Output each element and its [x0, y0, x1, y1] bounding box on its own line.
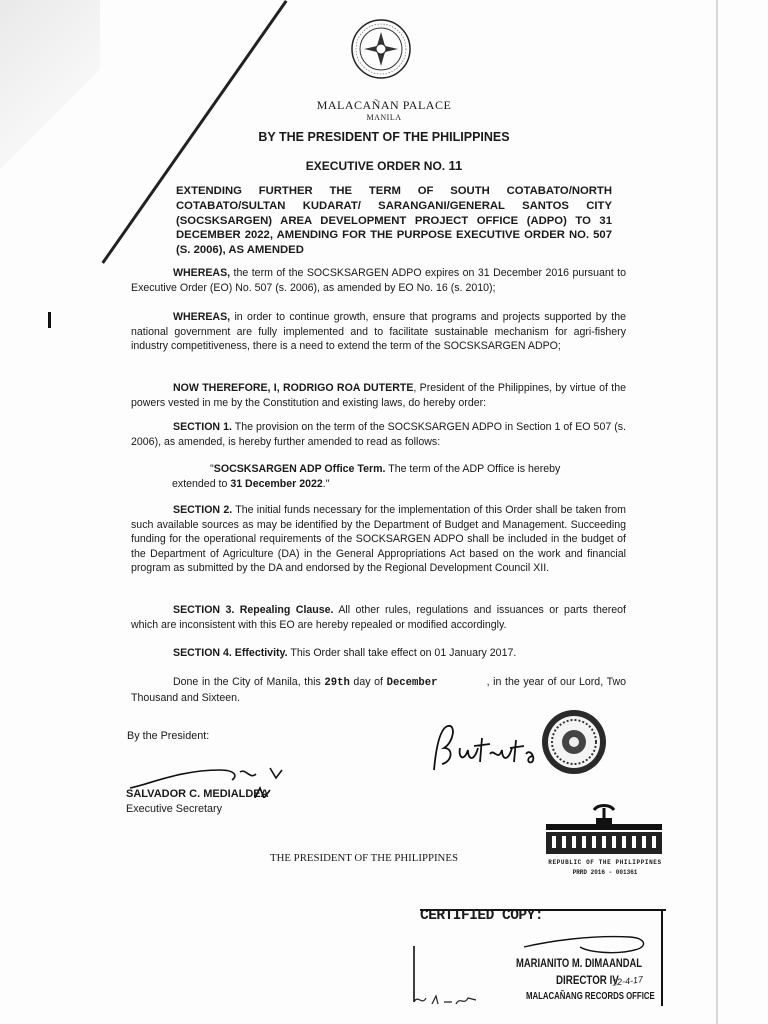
paragraph-lead: WHEREAS, — [173, 311, 231, 323]
scan-shadow — [0, 0, 100, 180]
page-edge — [716, 0, 718, 1024]
paragraph-lead: NOW THEREFORE, I, RODRIGO ROA DUTERTE — [173, 382, 414, 394]
done-pre: Done in the City of Manila, this — [173, 676, 325, 688]
certifier-name: MARIANITO M. DIMAANDAL — [516, 958, 643, 970]
presidential-seal-icon — [350, 18, 412, 80]
done-month: December — [386, 677, 438, 689]
paragraph-text: , President of the Philippines, by virtue of the powers vested in me by the Constitution and existing laws, do hereby order: — [131, 382, 626, 409]
done-paragraph — [131, 675, 626, 705]
paragraph-lead: SECTION 3. Repealing Clause. — [173, 604, 334, 616]
certified-copy-label: CERTIFIED COPY: — [420, 908, 544, 924]
paragraph-text: The initial funds necessary for the implementation of this Order shall be taken from such available sources as may be identified by the Department of Budget and Management. Succeeding funding for the operational requirements of the SOCKSARGEN ADPO shall be included in the budget of the Department of Agriculture (DA) in the General Appropriations Act based on the work and financial program as submitted by the DA and endorsed by the Regional Development Council XII. — [131, 504, 626, 575]
paragraph-text: All other rules, regulations and issuances or parts thereof which are inconsistent with this EO are hereby repealed or modified accordingly. — [131, 604, 627, 631]
section-3-paragraph — [131, 603, 626, 632]
section-4-paragraph — [131, 646, 626, 661]
done-day: 29th — [324, 677, 350, 689]
done-mid: day of — [349, 676, 387, 688]
section-1-paragraph — [131, 420, 626, 449]
certifier-office: MALACAÑANG RECORDS OFFICE — [526, 991, 655, 1002]
order-number: 11 — [448, 158, 463, 173]
paragraph-text: This Order shall take effect on 01 January 2017. — [287, 647, 517, 659]
malacanang-building-icon — [544, 802, 664, 858]
whereas-paragraph-2 — [131, 310, 626, 354]
official-seal-icon — [540, 708, 608, 776]
paragraph-lead: WHEREAS, — [173, 267, 231, 279]
punch-mark — [48, 312, 51, 328]
secretary-title: Executive Secretary — [126, 803, 223, 815]
quote-close: ." — [322, 477, 330, 490]
order-heading — [0, 158, 768, 173]
issuer-heading: BY THE PRESIDENT OF THE PHILIPPINES — [258, 130, 510, 144]
handwritten-initials-icon — [412, 990, 482, 1010]
president-signature-icon — [428, 718, 543, 778]
city-heading: MANILA — [366, 113, 402, 122]
palace-heading: MALACAÑAN PALACE — [316, 98, 452, 112]
quote-open: " — [210, 463, 214, 475]
paragraph-text: in order to continue growth, ensure that programs and projects supported by the national government are fully implemented and to facilitate sustainable mechanism for agri-fishery industry competitiveness, there is a need to extend the term of the SOCSKSARGEN ADPO; — [131, 311, 626, 353]
certifier-signature-icon — [520, 925, 660, 961]
paragraph-lead: SECTION 4. Effectivity. — [173, 647, 288, 659]
paragraph-lead: SECTION 2. — [173, 504, 233, 516]
amended-text-quote — [172, 462, 592, 491]
paragraph-text: The provision on the term of the SOCSKSARGEN ADPO in Section 1 of EO 507 (s. 2006), as amended, is hereby further amended to read as follows: — [131, 421, 626, 448]
logo-caption: REPUBLIC OF THE PHILIPPINES — [548, 859, 662, 866]
order-title: EXTENDING FURTHER THE TERM OF SOUTH COTABATO/NORTH COTABATO/SULTAN KUDARAT/ SARANGANI/GENERAL SANTOS CITY (SOCSKSARGEN) AREA DEVELOPMENT PROJECT OFFICE (ADPO) TO 31 DECEMBER 2022, AMENDING FOR THE PURPOSE EXECUTIVE ORDER NO. 507 (S. 2006), AS AMENDED — [176, 185, 612, 257]
quote-text: The term of the ADP Office is hereby extended to — [172, 463, 561, 490]
order-label: EXECUTIVE ORDER NO. — [305, 159, 446, 173]
certifier-role: DIRECTOR IV — [556, 975, 619, 987]
president-footer-line: THE PRESIDENT OF THE PHILIPPINES — [270, 852, 458, 864]
paragraph-lead: SECTION 1. — [173, 421, 232, 433]
now-therefore-paragraph — [131, 381, 626, 410]
paragraph-text: the term of the SOCSKSARGEN ADPO expires on 31 December 2016 pursuant to Executive Order (EO) No. 507 (s. 2006), as amended by EO No. 16 (s. 2010); — [131, 267, 626, 294]
document-code: PRRD 2016 - 001361 — [572, 869, 638, 876]
done-post: , in the year of our Lord, Two Thousand and Sixteen. — [131, 676, 626, 704]
quote-date: 31 December 2022 — [230, 477, 323, 490]
secretary-name: SALVADOR C. MEDIALDEA — [126, 788, 269, 800]
handwritten-date: 12-4-17 — [611, 974, 644, 988]
by-the-president-label: By the President: — [127, 730, 210, 742]
whereas-paragraph-1 — [131, 266, 626, 295]
quote-lead: SOCSKSARGEN ADP Office Term. — [213, 463, 386, 475]
section-2-paragraph — [131, 503, 626, 576]
